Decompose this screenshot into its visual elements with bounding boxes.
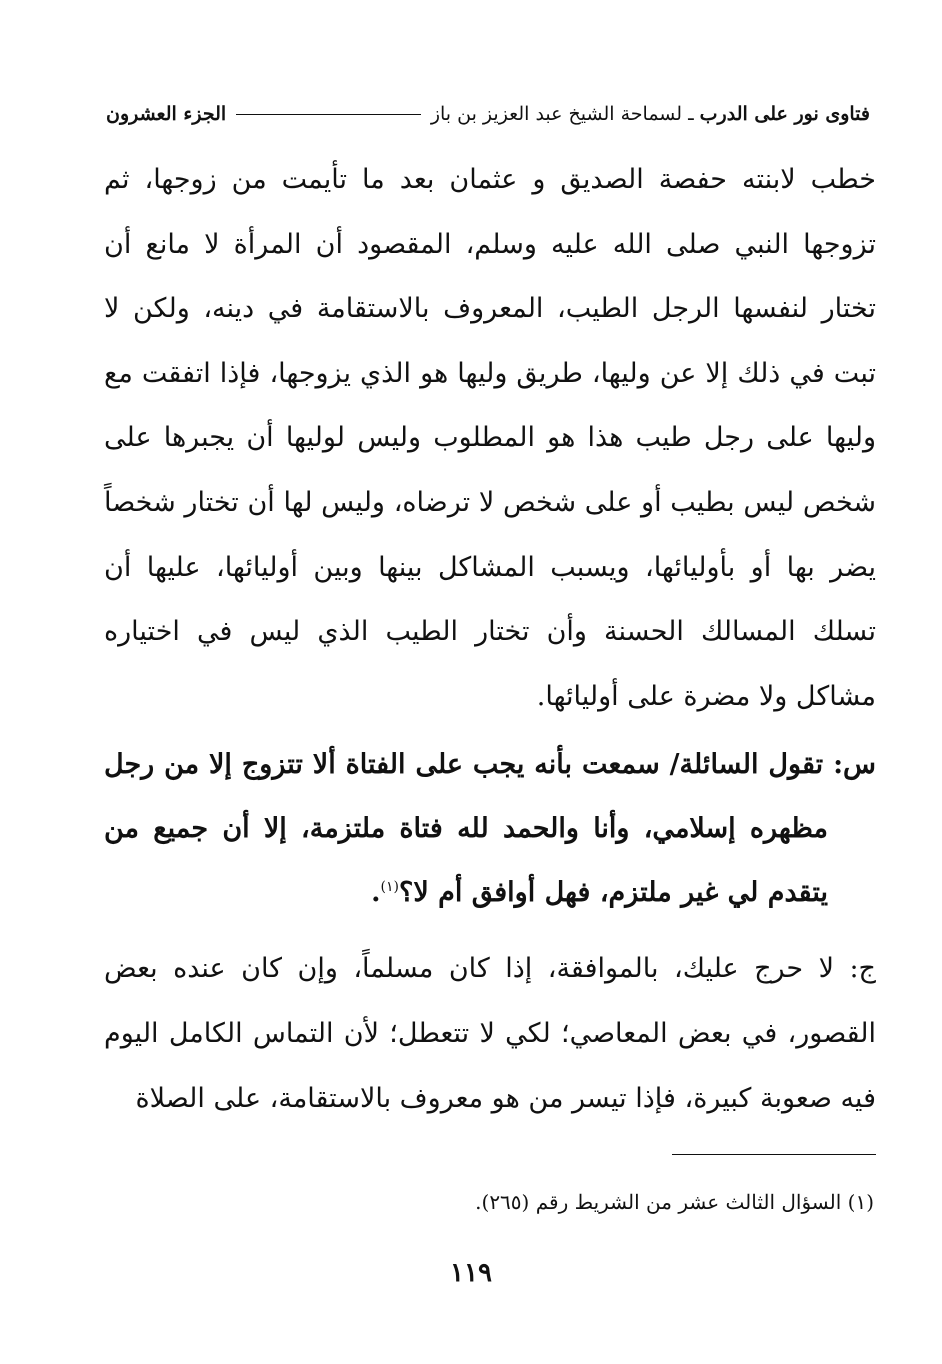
question-paragraph [104,733,876,925]
book-title: فتاوى نور على الدرب [699,103,870,125]
author-name: ـ لسماحة الشيخ عبد العزيز بن باز [430,103,694,125]
footnote-reference[interactable]: (١) [380,879,399,896]
volume-label: الجزء العشرون [106,103,227,125]
page-number: ١١٩ [450,1258,492,1288]
footnote: (١) السؤال الثالث عشر من الشريط رقم (٢٦٥). [475,1190,874,1214]
paragraph: خطب لابنته حفصة الصديق و عثمان بعد ما تأيمت من زوجها، ثم تزوجها النبي صلى الله عليه وسلم، المقصود أن المرأة لا مانع أن تختار لنفسها الرجل الطيب، المعروف بالاستقامة في دينه، ولكن لا تبت في ذلك إلا عن وليها، طريق وليها هو الذي يزوجها، فإذا اتفقت مع وليها على رجل طيب هذا هو المطلوب وليس لوليها أن يجبرها على شخص ليس بطيب أو على شخص لا ترضاه، وليس لها أن تختار شخصاً يضر بها أو بأوليائها، ويسبب المشاكل بينها وبين أوليائها، عليها أن تسلك المسالك الحسنة وأن تختار الطيب الذي ليس في اختياره مشاكل ولا مضرة على أوليائها. [104,164,876,712]
main-text [104,148,876,1131]
footnote-divider [672,1154,876,1155]
running-header [106,96,870,132]
answer-paragraph: ج: لا حرج عليك، بالموافقة، إذا كان مسلماً، وإن كان عنده بعض القصور، في بعض المعاصي؛ لكي لا تتعطل؛ لأن التماس الكامل اليوم فيه صعوبة كبيرة، فإذا تيسر من هو معروف بالاستقامة، على الصلاة [104,953,876,1114]
header-rule [236,114,421,115]
question-text: س: تقول السائلة/ سمعت بأنه يجب على الفتاة ألا تتزوج إلا من رجل مظهره إسلامي، وأنا والحمد لله فتاة ملتزمة، إلا أن جميع من يتقدم لي غير ملتزم، فهل أوافق أم لا؟ [104,749,876,909]
question-end: . [371,877,381,909]
